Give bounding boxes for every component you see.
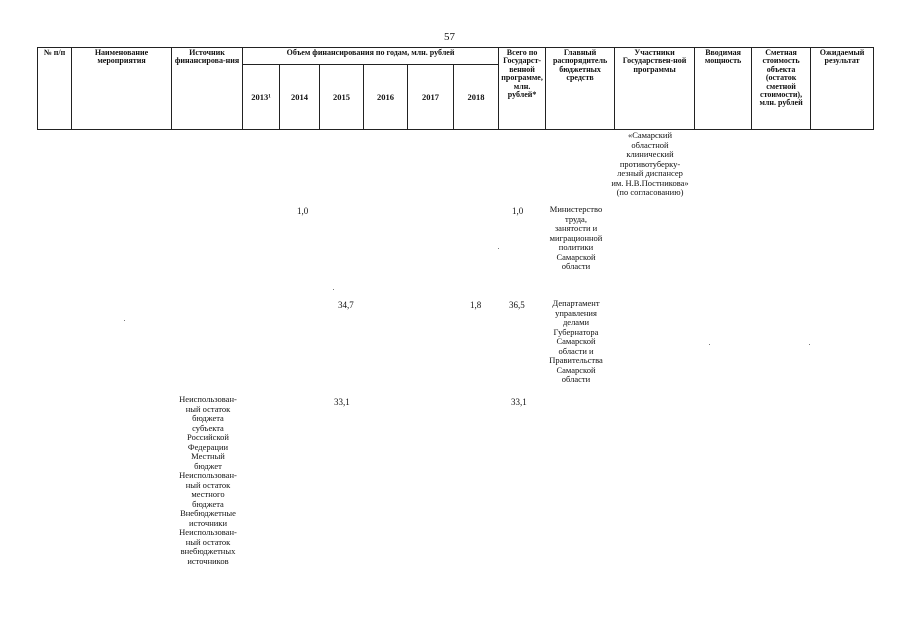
header-year-2013: 2013¹ [243, 65, 280, 130]
header-year-2014: 2014 [280, 65, 320, 130]
header-name: Наименование мероприятия [72, 48, 172, 130]
header-source: Источник финансирова-ния [172, 48, 243, 130]
row1-2014-value: 1,0 [297, 206, 309, 216]
row2-2015-value: 34,7 [338, 300, 354, 310]
row3-total-value: 33,1 [511, 397, 527, 407]
header-result: Ожидаемый результат [811, 48, 874, 130]
scan-speck [498, 248, 499, 249]
page-number: 57 [444, 31, 455, 43]
header-admin: Главный распорядитель бюджетных средств [546, 48, 615, 130]
header-table [37, 47, 874, 130]
row3-2015-value: 33,1 [334, 397, 350, 407]
row2-total-value: 36,5 [509, 300, 525, 310]
row1-admin: Министерство труда, занятости и миграционной политики Самарской области [549, 204, 603, 272]
scan-speck [709, 344, 710, 345]
header-year-2018: 2018 [454, 65, 499, 130]
header-participants: Участники Государствен-ной программы [615, 48, 695, 130]
row3-source: Неиспользован- ный остаток бюджета субъекта Российской Федерации Местный бюджет Неиспользован- ный остаток местного бюджета Внебюджетные источники Неиспользован- ный остаток внебюджетных источников [179, 394, 237, 566]
header-year-2016: 2016 [364, 65, 408, 130]
header-funding: Объем финансирования по годам, млн. рублей [243, 48, 499, 65]
participant-continuation: «Самарский областной клинический противотуберку- лезный диспансер им. Н.В.Постникова» (по согласованию) [611, 130, 689, 198]
scan-speck [333, 289, 334, 290]
row2-admin: Департамент управления делами Губернатора Самарской области и Правительства Самарской области [549, 298, 603, 385]
scan-speck [124, 320, 125, 321]
row2-2018-value: 1,8 [470, 300, 482, 310]
header-capacity: Вводимая мощность [695, 48, 752, 130]
scan-speck [809, 344, 810, 345]
header-cost: Сметная стоимость объекта (остаток сметной стоимости), млн. рублей [752, 48, 811, 130]
header-num: № п/п [38, 48, 72, 130]
row1-total-value: 1,0 [512, 206, 524, 216]
header-year-2015: 2015 [320, 65, 364, 130]
header-year-2017: 2017 [408, 65, 454, 130]
header-total: Всего по Государст-венной программе, млн. рублей* [499, 48, 546, 130]
